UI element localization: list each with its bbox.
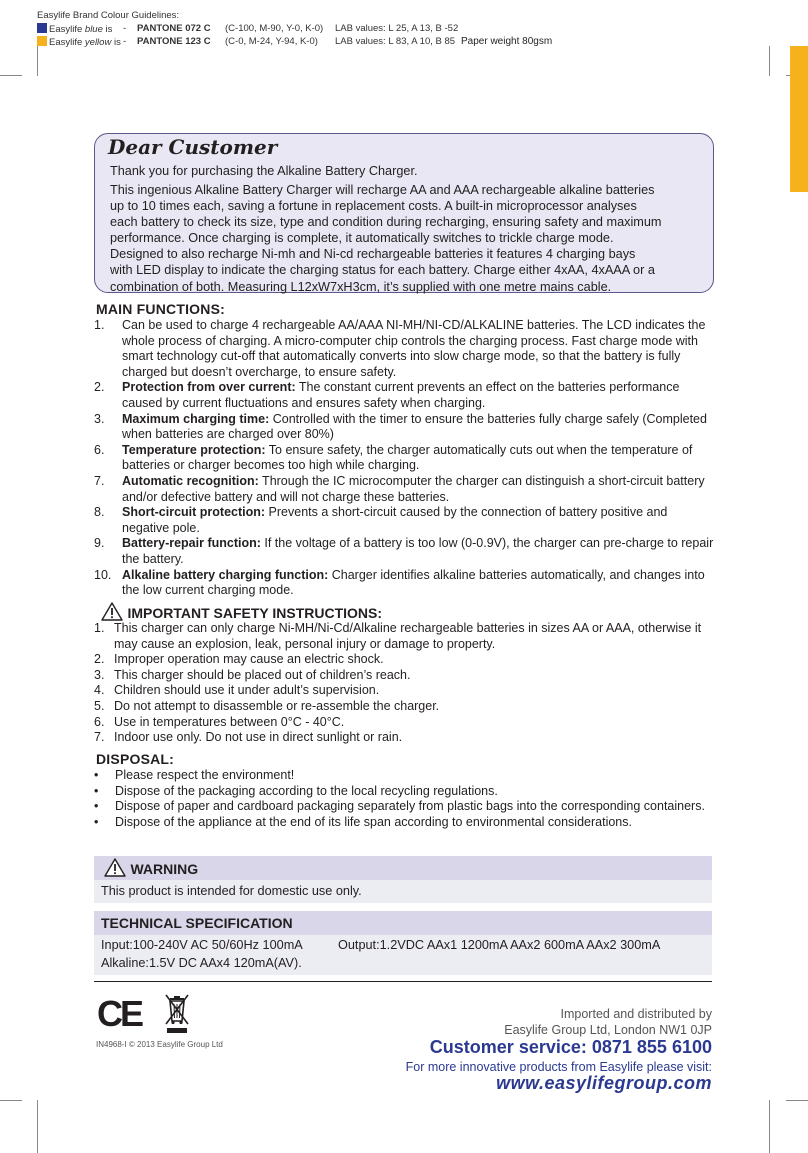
list-item: 10. Alkaline battery charging function: Charger identifies alkaline batteries automatically, and changes into the low current charging mode. [94,567,705,598]
safety-heading: IMPORTANT SAFETY INSTRUCTIONS: [101,602,382,623]
main-functions-heading: MAIN FUNCTIONS: [96,301,225,317]
dear-customer-title: Dear Customer [108,135,278,159]
crop-mark [769,1100,770,1153]
blue-swatch [37,23,47,33]
tech-spec-heading: TECHNICAL SPECIFICATION [101,915,293,931]
brand-guidelines-title: Easylife Brand Colour Guidelines: [37,10,180,21]
crop-mark [0,1100,22,1101]
tech-output: Output:1.2VDC AAx1 1200mA AAx2 600mA AAx2 300mA [338,938,661,952]
disposal-list [94,768,714,830]
crop-mark [37,1100,38,1153]
brand-row-blue: Easylife blue is - PANTONE 072 C (C-100, M-90, Y-0, K-0) LAB values: L 25, A 13, B -52 [37,23,112,36]
list-item: 3. Maximum charging time: Controlled with the timer to ensure the batteries fully charge safely (Completed when batteries are charged over 80%) [94,411,707,442]
list-item: • Dispose of paper and cardboard packaging separately from plastic bags into the corresponding containers. [94,799,705,814]
yellow-edge-tab [790,46,808,192]
disposal-heading: DISPOSAL: [96,751,175,767]
footer-rule [94,981,712,982]
tech-alkaline: Alkaline:1.5V DC AAx4 120mA(AV). [101,956,302,970]
ce-mark: CE [97,993,142,1034]
weee-bin-icon [161,993,193,1035]
crop-mark [0,75,22,76]
list-item: 7. Indoor use only. Do not use in direct sunlight or rain. [94,730,403,745]
dear-intro: Thank you for purchasing the Alkaline Battery Charger. [110,164,418,178]
tech-input: Input:100-240V AC 50/60Hz 100mA [101,938,303,952]
list-item: 3. This charger should be placed out of children’s reach. [94,667,411,682]
yellow-swatch [37,36,47,46]
website-link: www.easylifegroup.com [496,1073,712,1093]
company-address: Easylife Group Ltd, London NW1 0JP [504,1023,712,1037]
warning-triangle-icon [101,602,123,621]
imported-by: Imported and distributed by [560,1007,712,1021]
list-item: 7. Automatic recognition: Through the IC microcomputer the charger can distinguish a short-circuit battery and/or defective battery and will not charge these batteries. [94,473,705,504]
list-item: 6. Temperature protection: To ensure safety, the charger automatically cuts out when the temperature of batteries or charger becomes too high while charging. [94,442,693,473]
list-item: 1. Can be used to charge 4 rechargeable AA/AAA NI-MH/NI-CD/ALKALINE batteries. The LCD indicates the whole process of charging. A micro-computer chip controls the charging process. Fast charge mode with smart technology cut-off that automatically converts into slow charge mode, so that the battery is fully charged but doesn’t overcharge, to ensure safety. [94,318,706,379]
dear-description: This ingenious Alkaline Battery Charger will recharge AA and AAA rechargeable alkaline batteries up to 10 times each, saving a fortune in replacement costs. A built-in microprocessor analyses each battery to check its size, type and condition during recharging, ensuring safety and maximum performance. Once charging is complete, it automatically switches to trickle charge mode. Designed to also recharge Ni-mh and Ni-cd rechargeable batteries it features 4 charging bays with LED display to indicate the charging status for each battery. Charge either 4xAA, 4xAAA or a combination of both. Measuring L12xW7xH3cm, it’s supplied with one metre mains cable. [110,183,662,294]
list-item: 5. Do not attempt to disassemble or re-assemble the charger. [94,698,440,713]
crop-mark [769,46,770,76]
list-item: • Please respect the environment! [94,768,295,782]
warning-heading: WARNING [104,858,198,879]
warning-triangle-icon [104,858,126,877]
list-item: 9. Battery-repair function: If the voltage of a battery is too low (0-0.9V), the charger can pre-charge to repair the battery. [94,536,714,566]
list-item: 2. Improper operation may cause an electric shock. [94,652,384,667]
crop-mark [786,1100,808,1101]
more-products: For more innovative products from Easylife please visit: [405,1060,712,1074]
safety-list [94,621,714,746]
paper-weight: Paper weight 80gsm [461,36,553,47]
customer-service: Customer service: 0871 855 6100 [429,1037,712,1057]
warning-text: This product is intended for domestic use only. [101,884,362,898]
list-item: • Dispose of the packaging according to the local recycling regulations. [94,783,498,798]
crop-mark [37,46,38,76]
list-item: 4. Children should use it under adult’s supervision. [94,683,380,698]
product-code: IN4968-I © 2013 Easylife Group Ltd [96,1040,223,1049]
brand-row-yellow: Easylife yellow is - PANTONE 123 C (C-0, M-24, Y-94, K-0) LAB values: L 83, A 10, B 85 [37,36,121,49]
list-item: 1. This charger can only charge Ni-MH/Ni-Cd/Alkaline rechargeable batteries in sizes AA or AAA, otherwise it may cause an explosion, leak, personal injury or damage to property. [94,621,702,651]
list-item: 6. Use in temperatures between 0°C - 40°C. [94,714,345,729]
list-item: 2. Protection from over current: The constant current prevents an effect on the batteries performance caused by current fluctuations and ensures safety when charging. [94,380,680,410]
main-functions-list [94,318,714,599]
list-item: 8. Short-circuit protection: Prevents a short-circuit caused by the connection of battery positive and negative pole. [94,505,668,535]
list-item: • Dispose of the appliance at the end of its life span according to environmental considerations. [94,814,632,829]
